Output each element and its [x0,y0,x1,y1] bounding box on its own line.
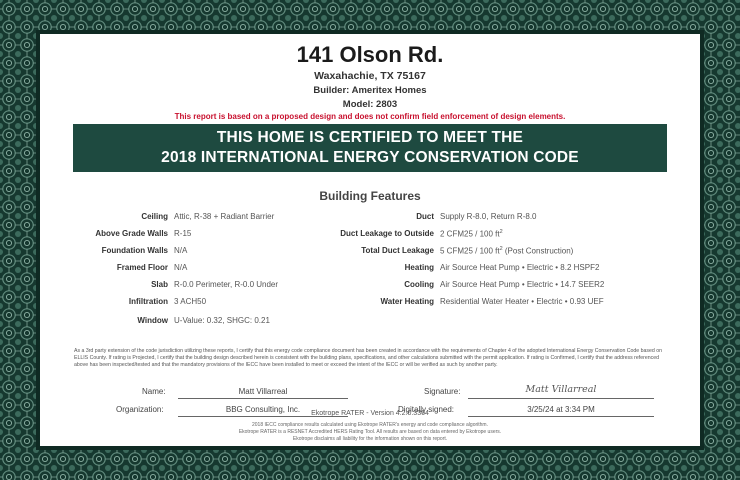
feature-label: Infiltration [128,297,168,306]
feature-value: 5 CFM25 / 100 $ft^2$ (Post Construction) [440,246,574,256]
feature-label: Water Heating [380,297,434,306]
feature-label: Cooling [404,280,434,289]
building-features-heading: Building Features [319,189,421,203]
name-value: Matt Villarreal [238,387,288,396]
feature-window [44,316,696,328]
signature-line [468,398,654,399]
banner-line-1: THIS HOME IS CERTIFIED TO MEET THE [216,129,524,146]
feature-value: 3 ACH50 [174,297,207,306]
feature-value: Air Source Heat Pump • Electric • 14.7 SEER2 [440,280,605,289]
feature-water-heating [44,297,696,309]
name-line [178,398,348,399]
digitally-signed-value: 3/25/24 at 3:34 PM [527,405,595,414]
feature-value: N/A [174,263,188,272]
feature-label: Duct Leakage to Outside [340,229,434,238]
feature-heating [44,263,696,275]
feature-value: Air Source Heat Pump • Electric • 8.2 HSPF2 [440,263,600,272]
footer-line-1: 2018 IECC compliance results calculated using Ekotrope RATER's energy and code compliance algorithm. [252,422,488,428]
proposed-design-disclaimer: This report is based on a proposed design and does not confirm field enforcement of design elements. [174,112,566,121]
feature-value: 2 CFM25 / 100 $ft^2$ [440,229,503,239]
feature-label: Total Duct Leakage [361,246,434,255]
feature-value: R-0.0 Perimeter, R-0.0 Under [174,280,279,289]
feature-label: Slab [151,280,168,289]
feature-label: Framed Floor [116,263,168,272]
feature-label: Duct [416,212,434,221]
feature-total-duct-leakage [44,246,696,258]
model-number: Model: 2803 [342,99,398,110]
banner-line-2: 2018 INTERNATIONAL ENERGY CONSERVATION CODE [161,149,579,166]
feature-label: Ceiling [141,212,168,221]
certificate [44,38,696,442]
organization-value: BBG Consulting, Inc. [225,405,301,414]
signature: Matt Villarreal [525,384,597,395]
feature-cooling [44,280,696,292]
feature-value: R-15 [174,229,192,238]
footer-line-3: Ekotrope disclaims all liability for the information shown on this report. [292,436,448,442]
organization-label: Organization: [116,405,164,414]
name-label: Name: [142,387,166,396]
builder-name: Builder: Ameritex Homes [313,85,427,96]
feature-value: U-Value: 0.32, SHGC: 0.21 [174,316,270,325]
property-address: 141 Olson Rd. [296,42,444,67]
signature-label: Signature: [424,387,461,396]
feature-value: N/A [174,246,188,255]
footer-line-2: Ekotrope RATER is a RESNET Accredited HERS Rating Tool. All results are based on data entered by Ekotrope users. [238,429,502,435]
feature-label: Foundation Walls [101,246,168,255]
feature-value: Residential Water Heater • Electric • 0.93 UEF [440,297,604,306]
feature-duct-leakage-outside [44,229,696,241]
feature-value: Supply R-8.0, Return R-8.0 [440,212,537,221]
city-state-zip: Waxahachie, TX 75167 [314,70,426,82]
feature-label: Window [137,316,168,325]
ekotrope-version: Ekotrope RATER - Version 4.2.0.3364 [311,410,429,417]
feature-label: Heating [404,263,434,272]
certification-banner [73,124,667,172]
digitally-signed-label: Digitally signed: [398,405,455,414]
feature-label: Above Grade Walls [95,229,168,238]
feature-value: Attic, R-38 + Radiant Barrier [174,212,275,221]
feature-duct [44,212,696,224]
certification-statement: As a 3rd party extension of the code jurisdiction utilizing these reports, I certify that this energy code compliance document has been created in accordance with the requirements of Chapter 4 of the adopted International Energy Conservation Code based on ELLIS County. If rating is Projected, I certify that the building design described herein is consistent with the building plans, specifications, and other calculations submitted with the permit application. If rating is Confirmed, I certify that the address referenced above has been inspected/tested and that the mandatory provisions of the IECC have been installed to meet or exceed the intent of the IECC or will be verified as such by another party. [74,348,662,368]
